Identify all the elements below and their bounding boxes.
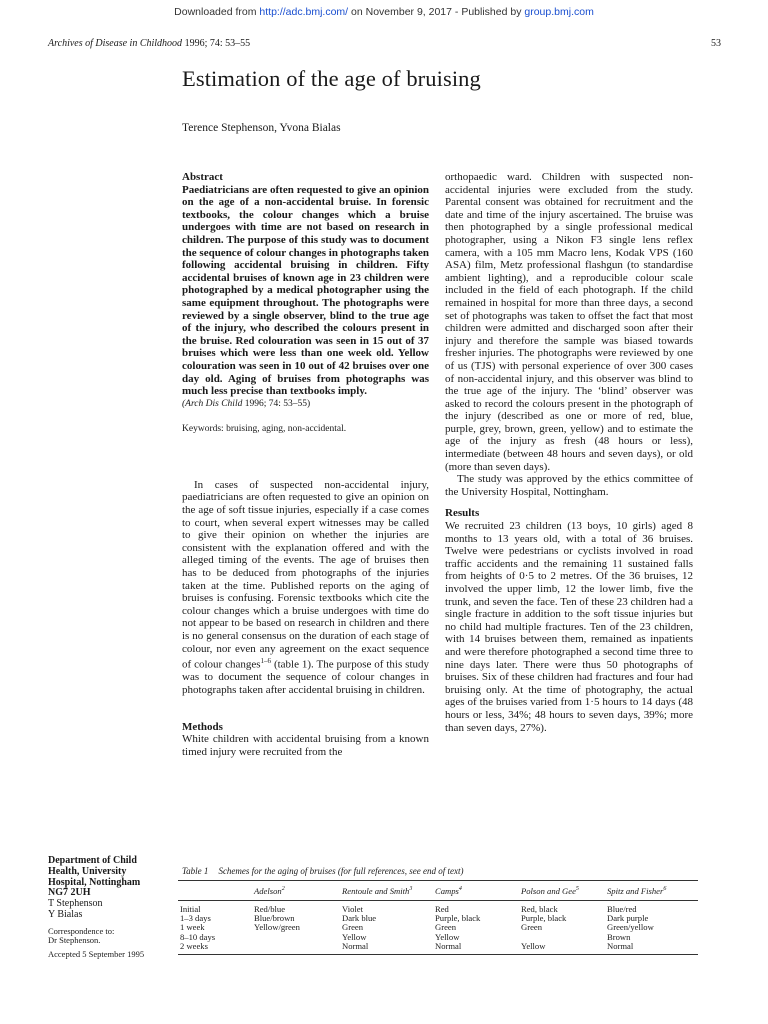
journal-citation: 1996; 74: 53–55 <box>182 38 251 49</box>
spacer <box>445 498 693 507</box>
table-cell: Yellow/green <box>254 922 300 933</box>
intro-text-after: (table 1). The purpose of this study was to document the sequence of colour changes in photographs taken after accidental bruising in children. <box>182 658 429 697</box>
article-title: Estimation of the age of bruising <box>182 66 481 91</box>
table-cell: Green <box>342 922 363 933</box>
table-cell: Blue/red <box>607 904 637 915</box>
cite-journal: (Arch Dis Child <box>182 398 243 409</box>
affiliation-line: Health, University <box>48 865 127 877</box>
download-prefix: Downloaded from <box>174 6 260 18</box>
row-label: 2 weeks <box>180 940 208 951</box>
correspondence-label: Correspondence to: <box>48 925 115 936</box>
table-cell: Green <box>435 922 456 933</box>
row-label: 1–3 days <box>180 913 211 924</box>
table-label: Table 1 <box>182 866 209 876</box>
table-header: Polson and Gee$^5$ <box>519 881 605 901</box>
running-head <box>48 38 721 49</box>
page-number: 53 <box>711 38 721 49</box>
results-text: We recruited 23 children (13 boys, 10 girls) aged 8 months to 13 years old, with a total of 36 bruises. Twelve were pedestrians or cyclists involved in road traffic accidents and the remaining 11 sustained falls from heights of 0·5 to 2 metres. Of the 36 bruises, 12 involved the upper limb, 12 the lower limb, five the trunk, and seven the face. Ten of these 23 children had a single fracture in addition to the soft tissue injuries but no child had multiple fractures. Ten of the 23 children, with 14 bruises between them, remained as inpatients and were therefore photographed a second time three to nine days later. There were thus 50 photographs of bruises. Six of these children had fractures and four had bruising only. At the time of photography, the actual ages of the bruises varied from 1·5 hours to 14 days (48 hours or less, 34%; 48 hours to seven days, 39%; more than seven days, 27%). <box>445 520 693 734</box>
table-caption-text: Schemes for the aging of bruises (for full references, see end of text) <box>218 866 464 876</box>
download-banner <box>0 6 768 18</box>
intro-ref: 1–6 <box>260 657 272 666</box>
table-cell: Purple, black <box>435 913 481 924</box>
journal-name: Archives of Disease in Childhood <box>48 38 183 49</box>
left-column <box>182 171 429 758</box>
methods-text-right: orthopaedic ward. Children with suspected non-accidental injuries were excluded from the study. Parental consent was obtained for recruitment and the date and time of the injury ascertained. The bruise was then photographed by a single professional medical photographer, using a Nikon F3 single lens reflex camera, with a 105 mm Macro lens, Kodak VPS (160 ASA) film, Metz professional flashgun (to standardise ambient lighting), and a reproducible colour scale included in the field of each photograph. If the child remained in hospital for more than three days, a second set of photographs was taken to offset the fact that most children were admitted and discharged soon after their injury and therefore the sample was biased towards fresher injuries. The photographs were reviewed by one of us (TJS) with personal experience of over 300 cases of non-accidental injury, and this observer was blind to the true age of the injury. The ‘blind’ observer was asked to record the colours present in the photograph of the injury (described as one or more of red, blue, purple, grey, brown, green, yellow) and to estimate the age of the injury as fresh (48 hours or less), intermediate (between 48 hours and seven days), or old (more than seven days). <box>445 171 693 473</box>
table-header: Adelson$^2$ <box>252 881 340 901</box>
table-cell: Normal <box>607 940 634 951</box>
bruise-aging-table <box>178 880 698 955</box>
correspondence-name: Dr Stephenson. <box>48 935 101 946</box>
publisher-link[interactable]: group.bmj.com <box>524 6 594 18</box>
table-cell: Blue/brown <box>254 913 295 924</box>
table-column-polson-gee <box>519 901 605 955</box>
table-column-camps <box>433 901 519 955</box>
table-cell: Yellow <box>521 940 546 951</box>
accepted-date: Accepted 5 September 1995 <box>48 948 145 959</box>
abstract-text: Paediatricians are often requested to give an opinion on the age of a non-accidental bruise. In forensic textbooks, the colour changes which a bruise undergoes with time are not based on research in children. The purpose of this study was to document the sequence of colour changes in photographs taken following accidental bruising in children. Fifty accidental bruises of known age in 23 children were photographed by a medical photographer using the same equipment throughout. The photographs were reviewed by a single observer, blind to the true age of the injury, who described the colours present in the bruise. Red colouration was seen in 15 out of 37 bruises which were less than one week old. Yellow colouration was seen in 10 out of 42 bruises over one day old. Aging of bruises from photographs was much less precise than textbooks imply. <box>182 183 430 398</box>
table-header-empty <box>178 881 252 901</box>
row-label: 8–10 days <box>180 931 216 942</box>
affiliation-author: T Stephenson <box>48 898 103 910</box>
table-header: Rentoule and Smith$^3$ <box>340 881 433 901</box>
table-cell: Red <box>435 904 449 915</box>
table-cell: Dark blue <box>342 913 377 924</box>
affiliation-author: Y Bialas <box>48 908 83 920</box>
table-cell: Dark purple <box>607 913 649 924</box>
ethics-statement: The study was approved by the ethics committee of the University Hospital, Nottingham. <box>445 473 693 498</box>
table-cell: Normal <box>435 940 462 951</box>
spacer <box>182 436 429 479</box>
download-middle: on November 9, 2017 - Published by <box>348 6 525 18</box>
abstract-citation <box>182 398 429 411</box>
affiliation-line: NG7 2UH <box>48 887 91 899</box>
table-cell: Brown <box>607 931 631 942</box>
table-cell: Violet <box>342 904 363 915</box>
table-row-labels <box>178 901 252 955</box>
spacer <box>182 697 429 721</box>
affiliation-block <box>48 856 173 960</box>
abstract-heading: Abstract <box>182 171 223 183</box>
intro-paragraph <box>182 479 429 697</box>
table-cell: Purple, black <box>521 913 567 924</box>
table-cell: Normal <box>342 940 369 951</box>
table-header: Camps$^4$ <box>433 881 519 901</box>
table-cell: Yellow <box>435 931 460 942</box>
affiliation-line: Hospital, Nottingham <box>48 876 141 888</box>
row-label: 1 week <box>180 922 205 933</box>
table-column-rentoule-smith <box>340 901 433 955</box>
table-header: Spitz and Fisher$^6$ <box>605 881 698 901</box>
results-heading: Results <box>445 507 480 520</box>
article-authors: Terence Stephenson, Yvona Bialas <box>182 122 341 134</box>
table-cell: Green <box>521 922 542 933</box>
download-link[interactable]: http://adc.bmj.com/ <box>259 6 349 18</box>
table-column-spitz-fisher <box>605 901 698 955</box>
right-column <box>445 171 693 734</box>
methods-text-left: White children with accidental bruising from a known timed injury were recruited from the <box>182 733 429 758</box>
row-label: Initial <box>180 904 201 915</box>
cite-rest: 1996; 74: 53–55) <box>242 398 311 409</box>
table-cell: Yellow <box>342 931 367 942</box>
keywords: Keywords: bruising, aging, non-accidental. <box>182 424 347 435</box>
table-cell: Red, black <box>521 904 558 915</box>
table-cell: Red/blue <box>254 904 286 915</box>
intro-text: In cases of suspected non-accidental injury, paediatricians are often requested to give an opinion on the age of soft tissue injuries, especially if a case comes to court, when several expert witnesses may be called to give their opinion on whether the injuries are consistent with the explanation offered and with the alleged timing of the events. The age of bruises then has to be deduced from photographs of the injuries taken at the time. Published reports on the aging of bruises is confusing. Forensic textbooks which cite the colour changes which a bruise undergoes with time do not appear to be based on research in children and there is no general consensus on the duration of each stage of colour, nor even any agreement on the exact sequence of colour changes <box>182 478 429 671</box>
table-cell: Green/yellow <box>607 922 654 933</box>
methods-heading: Methods <box>182 720 223 733</box>
table-caption <box>182 866 463 876</box>
affiliation-line: Department of Child <box>48 855 137 866</box>
table-column-adelson <box>252 901 340 955</box>
